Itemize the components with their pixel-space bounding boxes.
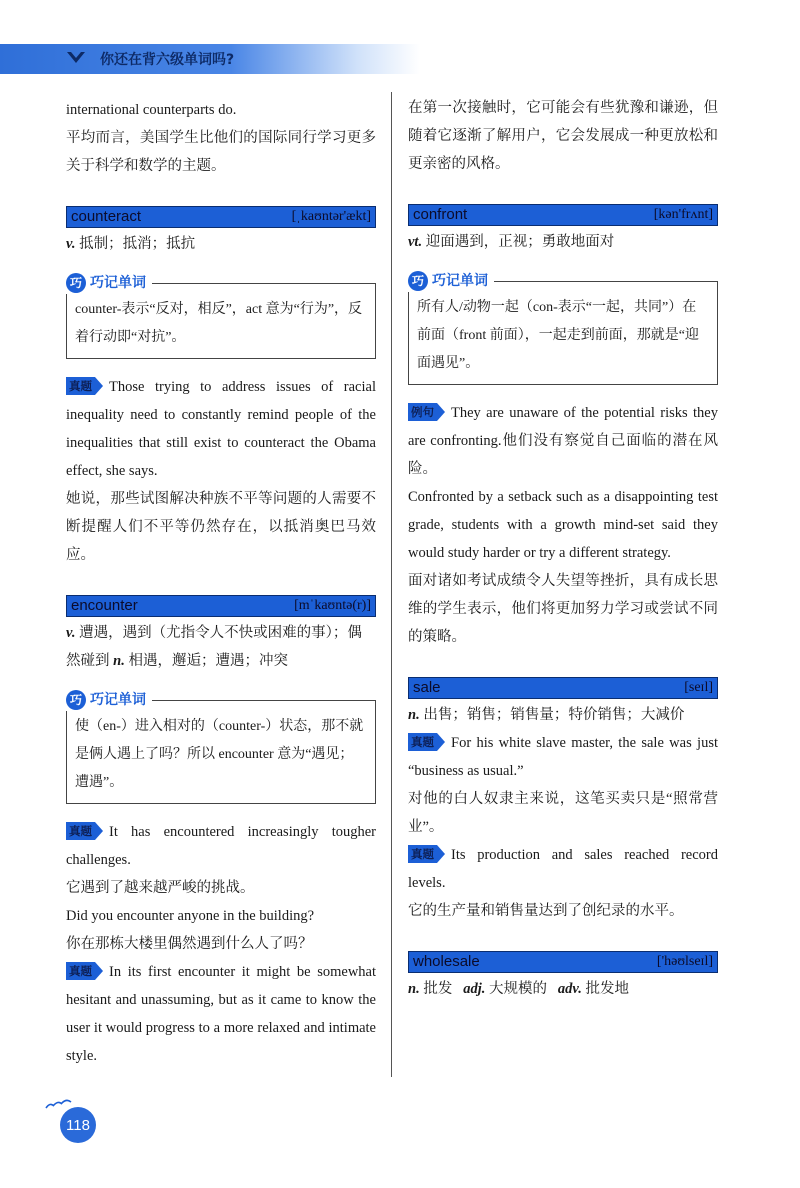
- part-of-speech: vt.: [408, 234, 423, 250]
- definition: [66, 619, 376, 675]
- chapter-title: 你还在背六级单词吗?: [100, 52, 235, 68]
- example-tag: 例句: [408, 403, 437, 421]
- intro-english: international counterparts do.: [66, 102, 237, 118]
- exam-tag: 真题: [66, 822, 95, 840]
- lightbulb-icon: 巧: [408, 271, 428, 291]
- part-of-speech: n.: [408, 707, 420, 723]
- definition-text: 出售；销售；销售量；特价销售；大减价: [423, 707, 685, 723]
- entry-header-wholesale: [408, 951, 718, 973]
- memory-tip-label: 巧记单词: [90, 692, 146, 708]
- example: [66, 373, 376, 485]
- example: [408, 841, 718, 897]
- arrow-right-icon: [95, 822, 103, 840]
- part-of-speech: n.: [408, 981, 420, 997]
- part-of-speech: adv.: [557, 981, 582, 997]
- chevron-down-icon: [66, 50, 86, 68]
- example-chinese: 它的生产量和销售量达到了创纪录的水平。: [408, 903, 684, 919]
- exam-tag: 真题: [408, 845, 437, 863]
- column-divider: [391, 92, 392, 1077]
- memory-tip-title: [66, 689, 152, 711]
- example-english: For his white slave master, the sale was just “business as usual.”: [408, 735, 718, 779]
- example-english: They are unaware of the potential risks they are confronting.: [408, 405, 718, 449]
- part-of-speech: n.: [113, 653, 125, 669]
- example-chinese: 她说，那些试图解决种族不平等问题的人需要不断提醒人们不平等仍然存在，以抵消奥巴马效应。: [66, 491, 376, 563]
- phonetic: [mˈkaʊntə(r)]: [294, 598, 371, 613]
- entry-header-encounter: [66, 595, 376, 617]
- definition-text: 迎面遇到，正视；勇敢地面对: [425, 234, 615, 250]
- example-chinese: 他们没有察觉自己面临的潜在风险。: [408, 433, 718, 477]
- definition: [66, 230, 376, 258]
- memory-tip-box: counter-表示“反对，相反”，act 意为“行为”，反着行动即“对抗”。: [66, 283, 376, 359]
- memory-tip-title: [408, 270, 494, 292]
- entry-header-confront: [408, 204, 718, 226]
- page-number: 118: [60, 1107, 96, 1143]
- headword: confront: [413, 206, 468, 223]
- memory-tip: [66, 272, 376, 359]
- headword: counteract: [71, 208, 142, 225]
- example-chinese: 你在那栋大楼里偶然遇到什么人了吗？: [66, 936, 313, 952]
- example-english: In its first encounter it might be somewhat hesitant and unassuming, but as it came to know the user it would progress to a more relaxed and intimate style.: [66, 964, 376, 1064]
- phonetic: [seɪl]: [684, 680, 713, 695]
- example-english: It has encountered increasingly tougher challenges.: [66, 824, 376, 868]
- headword: wholesale: [413, 953, 480, 970]
- memory-tip-label: 巧记单词: [90, 275, 146, 291]
- arrow-right-icon: [437, 403, 445, 421]
- exam-tag: 真题: [408, 733, 437, 751]
- example-english: Did you encounter anyone in the building?: [66, 908, 315, 924]
- entry-header-sale: [408, 677, 718, 699]
- example-english: Its production and sales reached record levels.: [408, 847, 718, 891]
- definition-text: 批发: [423, 981, 453, 997]
- chapter-header: [0, 44, 420, 74]
- arrow-right-icon: [437, 845, 445, 863]
- example: [66, 958, 376, 1070]
- example: [408, 399, 718, 483]
- example-chinese: 对他的白人奴隶主来说，这笔买卖只是“照常营业”。: [408, 791, 718, 835]
- definition: [408, 701, 718, 729]
- phonetic: [kən'frʌnt]: [653, 207, 713, 222]
- entry-header-counteract: [66, 206, 376, 228]
- phonetic: ['həʊlseɪl]: [656, 954, 713, 969]
- memory-tip: [408, 270, 718, 385]
- headword: sale: [413, 679, 441, 696]
- memory-tip-title: [66, 272, 152, 294]
- lightbulb-icon: 巧: [66, 690, 86, 710]
- definition: [408, 228, 718, 256]
- definition-text: 抵制；抵消；抵抗: [79, 236, 196, 252]
- memory-tip-box: 使（en-）进入相对的（counter-）状态，那不就是俩人遇上了吗？所以 encounter 意为“遇见；遭遇”。: [66, 700, 376, 804]
- headword: encounter: [71, 597, 138, 614]
- definition-text: 相遇，邂逅；遭遇；冲突: [128, 653, 288, 669]
- memory-tip-label: 巧记单词: [432, 273, 488, 289]
- memory-tip: [66, 689, 376, 804]
- arrow-right-icon: [95, 962, 103, 980]
- example-chinese: 它遇到了越来越严峻的挑战。: [66, 880, 255, 896]
- memory-tip-box: 所有人/动物一起（con-表示“一起，共同”）在前面（front 前面），一起走到前面，那就是“迎面遇见”。: [408, 281, 718, 385]
- example: [408, 729, 718, 785]
- left-column: [66, 96, 376, 1070]
- right-column: [408, 94, 718, 1003]
- definition-text: 大规模的: [488, 981, 547, 997]
- definition: [408, 975, 718, 1003]
- part-of-speech: v.: [66, 625, 76, 641]
- part-of-speech: adj.: [463, 981, 486, 997]
- intro-chinese: 平均而言，美国学生比他们的国际同行学习更多关于科学和数学的主题。: [66, 130, 376, 174]
- example-english: Those trying to address issues of racial inequality need to constantly remind people of the inequalities that still exist to counteract the Obama effect, she says.: [66, 379, 376, 479]
- exam-tag: 真题: [66, 377, 95, 395]
- arrow-right-icon: [95, 377, 103, 395]
- intro-chinese: 在第一次接触时，它可能会有些犹豫和谦逊，但随着它逐渐了解用户，它会发展成一种更放松和更亲密的风格。: [408, 100, 718, 172]
- part-of-speech: v.: [66, 236, 76, 252]
- example: [66, 818, 376, 874]
- definition-text: 批发地: [585, 981, 630, 997]
- example-english: Confronted by a setback such as a disappointing test grade, students with a growth mind-set said they would study harder or try a different strategy.: [408, 489, 718, 561]
- arrow-right-icon: [437, 733, 445, 751]
- exam-tag: 真题: [66, 962, 95, 980]
- example-chinese: 面对诸如考试成绩令人失望等挫折，具有成长思维的学生表示，他们将更加努力学习或尝试不同的策略。: [408, 573, 718, 645]
- phonetic: [ˌkaʊntər'ækt]: [291, 209, 371, 224]
- definition-text: 遭遇，遇到（尤指令人不快或困难的事）；偶然碰到: [66, 625, 362, 669]
- lightbulb-icon: 巧: [66, 273, 86, 293]
